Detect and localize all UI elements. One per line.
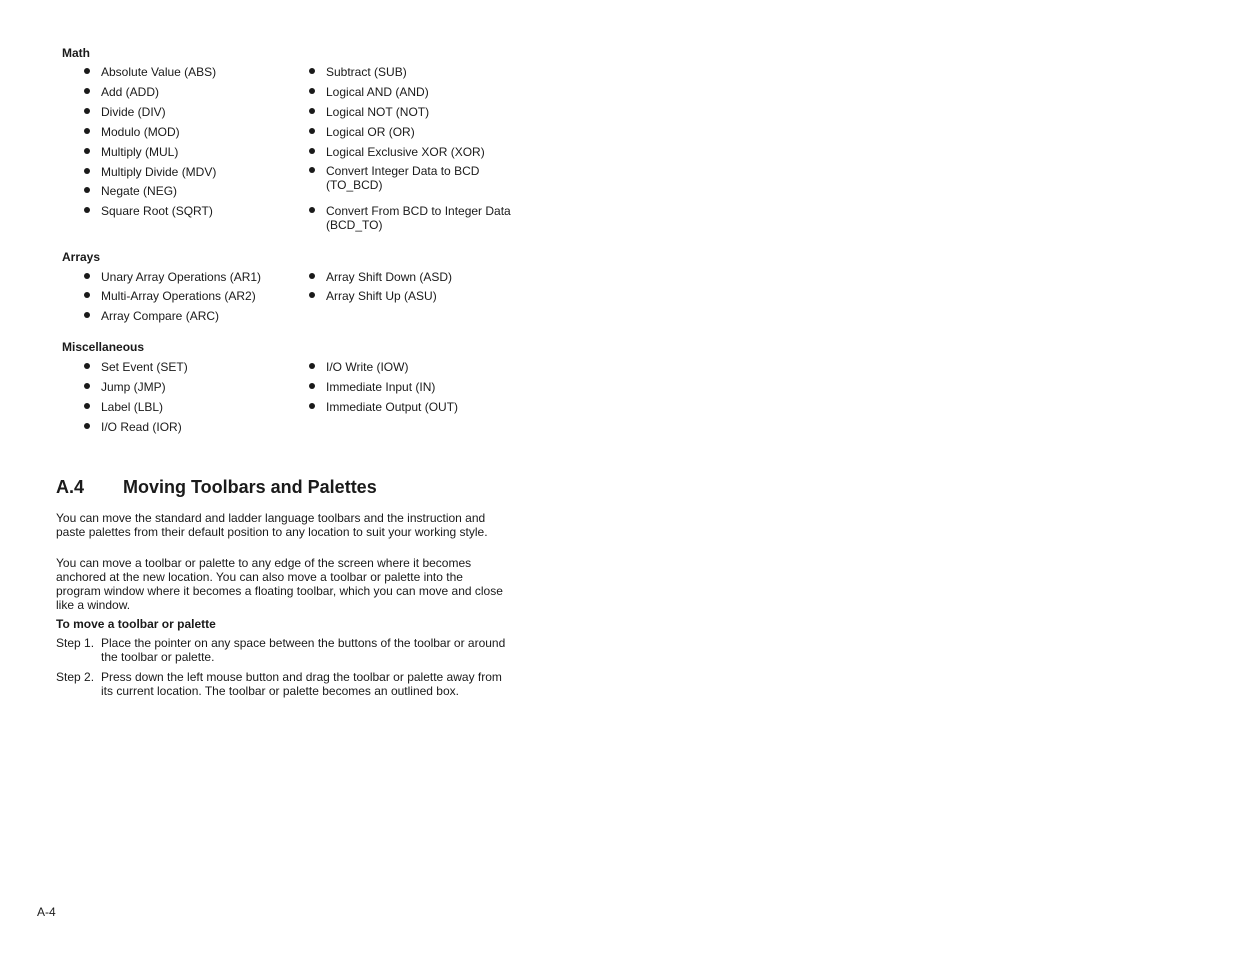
bullet-icon: [309, 88, 315, 94]
bullet-icon: [84, 423, 90, 429]
list-item: Immediate Output (OUT): [309, 400, 539, 414]
list-item: Absolute Value (ABS): [84, 65, 284, 79]
category-title-arrays: Arrays: [62, 250, 101, 264]
list-item: Array Compare (ARC): [84, 309, 284, 323]
list-item: Modulo (MOD): [84, 125, 284, 139]
list-item: Logical AND (AND): [309, 85, 539, 99]
step-text: Press down the left mouse button and drag the toolbar or palette away from its current location. The toolbar or palette becomes an outlined box.: [101, 670, 502, 698]
paragraph: You can move a toolbar or palette to any edge of the screen where it becomes anchored at the new location. You can also move a toolbar or palette into the program window where it becomes a floating toolbar, which you can move and close like a window.: [56, 556, 503, 612]
section-title: Moving Toolbars and Palettes: [123, 477, 377, 497]
step-label: Step 1.: [56, 636, 95, 650]
list-item: Convert From BCD to Integer Data (BCD_TO): [309, 204, 524, 232]
bullet-icon: [309, 68, 315, 74]
bullet-icon: [309, 148, 315, 154]
bullet-icon: [84, 403, 90, 409]
bullet-icon: [309, 167, 315, 173]
bullet-icon: [84, 273, 90, 279]
list-item: Unary Array Operations (AR1): [84, 270, 284, 284]
list-item: Label (LBL): [84, 400, 284, 414]
category-title-math: Math: [62, 46, 90, 60]
bullet-icon: [309, 273, 315, 279]
list-item: Logical Exclusive XOR (XOR): [309, 145, 539, 159]
bullet-icon: [309, 403, 315, 409]
list-item: Logical OR (OR): [309, 125, 539, 139]
list-item: Jump (JMP): [84, 380, 284, 394]
list-item: Multi-Array Operations (AR2): [84, 289, 284, 303]
procedure-step: [56, 636, 506, 664]
list-item: Divide (DIV): [84, 105, 284, 119]
bullet-icon: [84, 108, 90, 114]
bullet-icon: [84, 292, 90, 298]
list-item: I/O Write (IOW): [309, 360, 539, 374]
bullet-icon: [84, 207, 90, 213]
page-number: A-4: [37, 905, 56, 919]
bullet-icon: [309, 292, 315, 298]
list-item: Negate (NEG): [84, 184, 284, 198]
bullet-icon: [84, 383, 90, 389]
bullet-icon: [84, 88, 90, 94]
list-item: Subtract (SUB): [309, 65, 539, 79]
procedure-title: To move a toolbar or palette: [56, 617, 216, 631]
list-item: Multiply Divide (MDV): [84, 165, 284, 179]
list-item: Immediate Input (IN): [309, 380, 539, 394]
section-number: A.4: [56, 477, 85, 497]
bullet-icon: [309, 128, 315, 134]
bullet-icon: [84, 148, 90, 154]
list-item: Multiply (MUL): [84, 145, 284, 159]
list-item: Logical NOT (NOT): [309, 105, 539, 119]
step-text: Place the pointer on any space between the buttons of the toolbar or around the toolbar or palette.: [101, 636, 506, 664]
list-item: Array Shift Up (ASU): [309, 289, 539, 303]
category-title-miscellaneous: Miscellaneous: [62, 340, 145, 354]
procedure-step: [56, 670, 506, 698]
list-item: Set Event (SET): [84, 360, 284, 374]
bullet-icon: [84, 363, 90, 369]
bullet-icon: [309, 363, 315, 369]
bullet-icon: [84, 168, 90, 174]
bullet-icon: [309, 108, 315, 114]
step-label: Step 2.: [56, 670, 95, 684]
bullet-icon: [84, 312, 90, 318]
bullet-icon: [84, 68, 90, 74]
list-item: Square Root (SQRT): [84, 204, 284, 218]
list-item: I/O Read (IOR): [84, 420, 284, 434]
list-item: Array Shift Down (ASD): [309, 270, 539, 284]
bullet-icon: [309, 207, 315, 213]
bullet-icon: [84, 187, 90, 193]
list-item: Convert Integer Data to BCD (TO_BCD): [309, 164, 494, 192]
list-item: Add (ADD): [84, 85, 284, 99]
paragraph: You can move the standard and ladder language toolbars and the instruction and paste palettes from their default position to any location to suit your working style.: [56, 511, 488, 539]
bullet-icon: [309, 383, 315, 389]
bullet-icon: [84, 128, 90, 134]
